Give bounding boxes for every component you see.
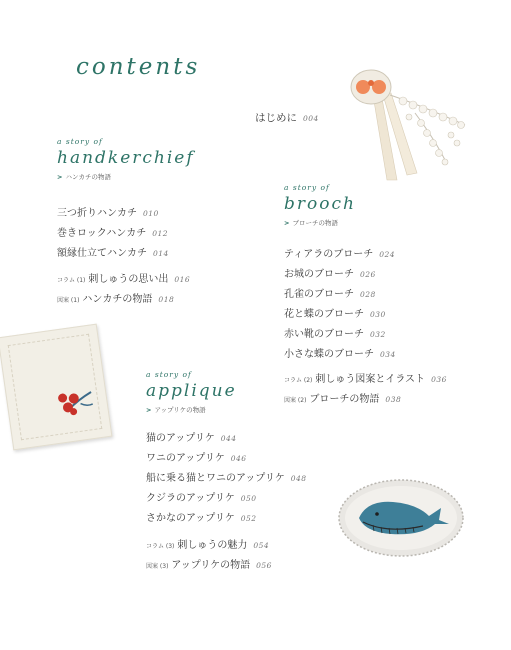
brooch-items — [284, 245, 396, 365]
page-title: contents — [76, 54, 201, 80]
section-brooch — [284, 183, 356, 227]
toc-item[interactable] — [57, 204, 169, 224]
toc-item-page: 014 — [153, 249, 169, 258]
toc-item[interactable] — [284, 285, 396, 305]
toc-extra-prefix: 図案 (2) — [284, 397, 307, 404]
tiara-brooch-photo — [335, 65, 475, 190]
toc-item-label: 小さな蝶のブローチ — [284, 349, 374, 360]
toc-item-label: ティアラのブローチ — [284, 249, 374, 260]
toc-extra-item[interactable] — [146, 536, 272, 556]
toc-extra-label: ハンカチの物語 — [82, 294, 153, 305]
toc-extra-prefix: 図案 (3) — [146, 563, 169, 570]
applique-extras — [146, 536, 272, 576]
toc-item[interactable] — [284, 265, 396, 285]
handkerchief-extras — [57, 270, 190, 310]
toc-item-page: 010 — [143, 209, 159, 218]
toc-item-label: さかなのアップリケ — [146, 513, 235, 524]
handkerchief-subtitle: ハンカチの物語 — [65, 173, 111, 181]
toc-extra-prefix: コラム (1) — [57, 277, 86, 284]
toc-item-page: 026 — [360, 270, 376, 279]
chevron-right-icon: > — [57, 173, 63, 181]
toc-item[interactable] — [57, 244, 169, 264]
toc-extra-page: 054 — [253, 541, 270, 550]
toc-intro[interactable] — [255, 110, 319, 125]
toc-extra-item[interactable] — [284, 390, 447, 410]
applique-items — [146, 429, 307, 529]
toc-item[interactable] — [284, 345, 396, 365]
applique-heading: applique — [146, 381, 237, 401]
toc-item[interactable] — [284, 325, 396, 345]
toc-extra-prefix: 図案 (1) — [57, 297, 80, 304]
toc-extra-label: 刺しゅう図案とイラスト — [315, 374, 426, 385]
toc-intro-label: はじめに — [255, 112, 297, 124]
toc-item-label: 赤い靴のブローチ — [284, 329, 364, 340]
toc-extra-prefix: コラム (3) — [146, 543, 175, 550]
applique-subtitle: アップリケの物語 — [154, 406, 206, 414]
handkerchief-items — [57, 204, 169, 264]
section-handkerchief — [57, 137, 195, 181]
toc-extra-page: 018 — [158, 295, 175, 304]
toc-extra-label: 刺しゅうの魅力 — [177, 540, 248, 551]
toc-item[interactable] — [146, 509, 307, 529]
toc-item[interactable] — [146, 449, 307, 469]
toc-item-page: 050 — [240, 494, 257, 503]
toc-item[interactable] — [284, 305, 396, 325]
toc-item-label: 額縁仕立てハンカチ — [57, 248, 147, 259]
toc-item-page: 030 — [370, 310, 386, 319]
toc-item-page: 044 — [220, 434, 237, 443]
toc-item-label: クジラのアップリケ — [146, 493, 235, 504]
toc-extra-page: 038 — [385, 395, 402, 404]
toc-item-label: 巻きロックハンカチ — [57, 228, 147, 239]
toc-item[interactable] — [146, 429, 307, 449]
brooch-extras — [284, 370, 447, 410]
toc-item-label: 船に乗る猫とワニのアップリケ — [146, 473, 285, 484]
brooch-subtitle: ブローチの物語 — [292, 219, 338, 227]
toc-item[interactable] — [284, 245, 396, 265]
brooch-heading: brooch — [284, 194, 356, 214]
toc-item-label: ワニのアップリケ — [146, 453, 225, 464]
whale-applique-photo — [337, 478, 465, 558]
toc-item-label: お城のブローチ — [284, 269, 354, 280]
handkerchief-heading: handkerchief — [57, 148, 195, 168]
handkerchief-subtitle-row — [57, 172, 195, 181]
toc-item-page: 034 — [380, 350, 396, 359]
toc-extra-label: アップリケの物語 — [171, 560, 251, 571]
toc-extra-page: 056 — [256, 561, 272, 570]
toc-extra-label: 刺しゅうの思い出 — [88, 274, 169, 285]
chevron-right-icon: > — [284, 219, 290, 227]
toc-extra-item[interactable] — [57, 290, 190, 310]
handkerchief-story-label: a story of — [57, 137, 103, 146]
handkerchief-photo — [0, 324, 112, 451]
toc-extra-item[interactable] — [57, 270, 190, 290]
toc-item-page: 048 — [290, 474, 307, 483]
toc-intro-page: 004 — [303, 114, 319, 123]
toc-item-page: 046 — [230, 454, 247, 463]
toc-extra-page: 016 — [174, 275, 191, 284]
toc-item-page: 012 — [152, 229, 169, 238]
chevron-right-icon: > — [146, 406, 152, 414]
toc-item-label: 孔雀のブローチ — [284, 289, 354, 300]
toc-item-page: 032 — [370, 330, 386, 339]
toc-extra-label: ブローチの物語 — [309, 394, 380, 405]
applique-story-label: a story of — [146, 370, 192, 379]
brooch-subtitle-row — [284, 218, 356, 227]
toc-item[interactable] — [57, 224, 169, 244]
toc-item[interactable] — [146, 469, 307, 489]
toc-item[interactable] — [146, 489, 307, 509]
toc-extra-item[interactable] — [284, 370, 447, 390]
toc-item-label: 猫のアップリケ — [146, 433, 215, 444]
brooch-story-label: a story of — [284, 183, 330, 192]
toc-item-label: 花と蝶のブローチ — [284, 309, 364, 320]
toc-item-label: 三つ折りハンカチ — [57, 208, 137, 219]
toc-item-page: 028 — [360, 290, 376, 299]
toc-item-page: 052 — [240, 514, 257, 523]
toc-extra-item[interactable] — [146, 556, 272, 576]
toc-extra-prefix: コラム (2) — [284, 377, 313, 384]
section-applique — [146, 370, 237, 414]
toc-extra-page: 036 — [431, 375, 447, 384]
applique-subtitle-row — [146, 405, 237, 414]
toc-item-page: 024 — [379, 250, 396, 259]
